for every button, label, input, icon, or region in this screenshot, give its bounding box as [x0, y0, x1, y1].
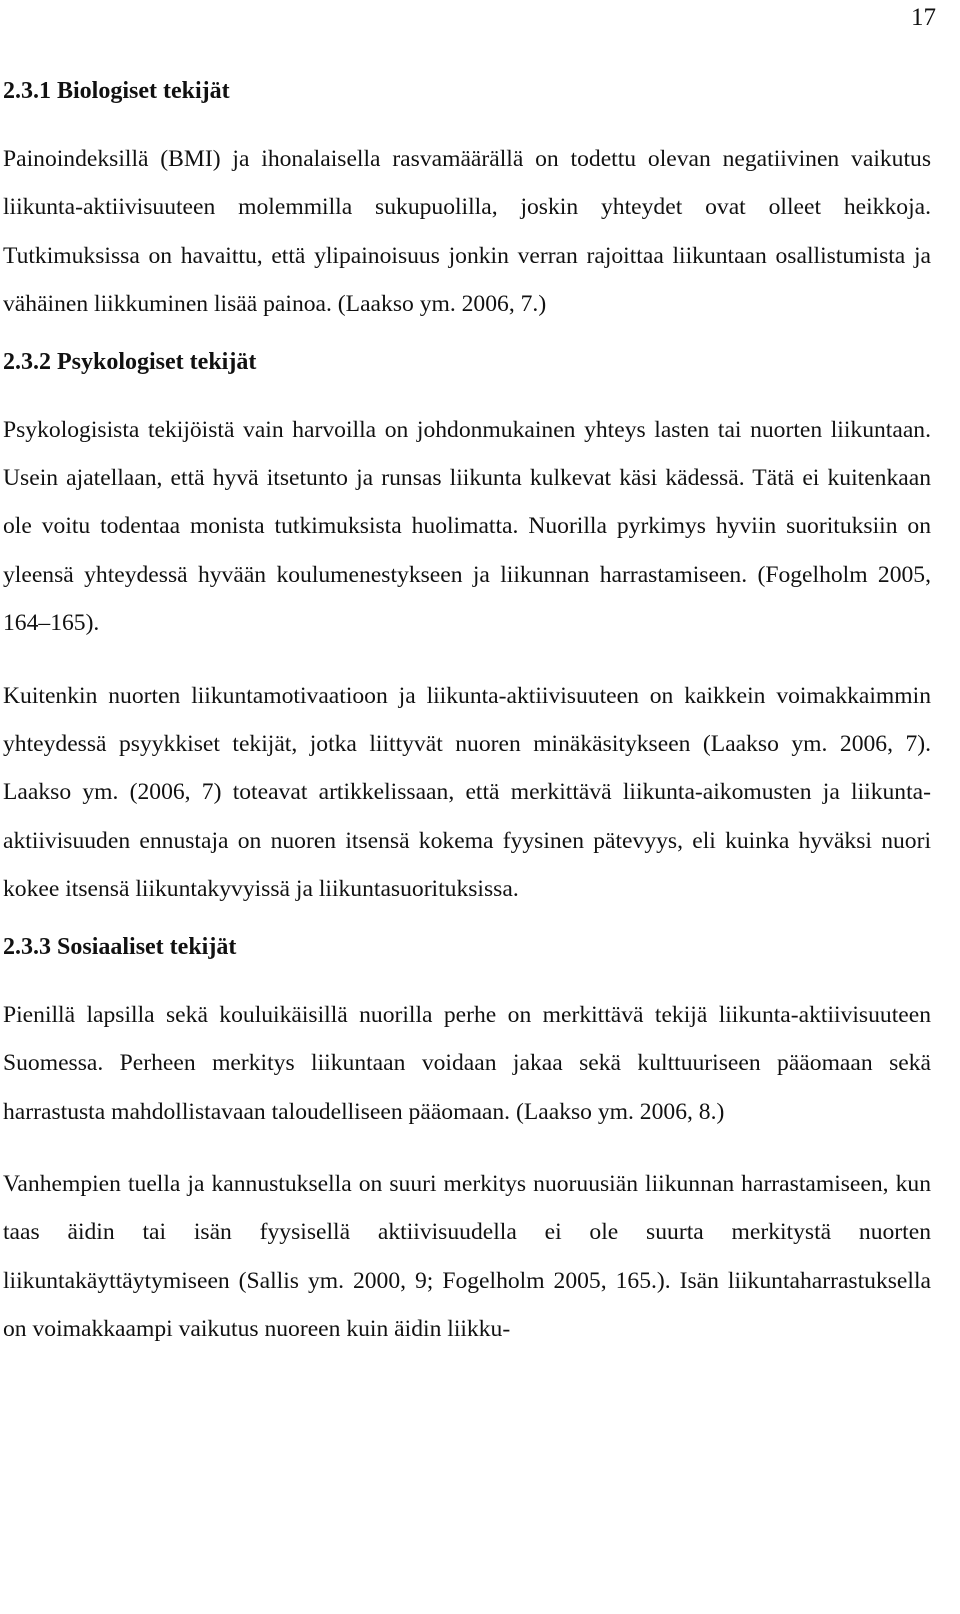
paragraph-psykologiset-1: Psykologisista tekijöistä vain harvoilla on johdonmukainen yhteys lasten tai nuorten liikuntaan. Usein ajatellaan, että hyvä itsetunto ja runsas liikunta kulkevat käsi kädessä. Tätä ei kuitenkaan ole voitu todentaa monista tutkimuksista huolimatta. Nuorilla pyrkimys hyviin suorituksiin on yleensä yhteydessä hyvään koulumenestykseen ja liikunnan harrastamiseen. (Fogelholm 2005, 164–165).	[3, 416, 931, 637]
document-body	[3, 74, 931, 1354]
paragraph-biologiset: Painoindeksillä (BMI) ja ihonalaisella rasvamäärällä on todettu olevan negatiivinen vaikutus liikunta-aktiivisuuteen molemmilla sukupuolilla, joskin yhteydet ovat olleet heikkoja. Tutkimuksissa on havaittu, että ylipainoisuus jonkin verran rajoittaa liikuntaan osallistumista ja vähäinen liikkuminen lisää painoa. (Laakso ym. 2006, 7.)	[3, 146, 931, 318]
section-heading-sosiaaliset: 2.3.3 Sosiaaliset tekijät	[3, 933, 237, 960]
page-number: 17	[911, 4, 936, 31]
section-heading-psykologiset: 2.3.2 Psykologiset tekijät	[3, 348, 257, 375]
paragraph-sosiaaliset-1: Pienillä lapsilla sekä kouluikäisillä nuorilla perhe on merkittävä tekijä liikunta-aktiivisuuteen Suomessa. Perheen merkitys liikuntaan voidaan jakaa sekä kulttuuriseen pääomaan sekä harrastusta mahdollistavaan taloudelliseen pääomaan. (Laakso ym. 2006, 8.)	[3, 1001, 931, 1125]
paragraph-psykologiset-2: Kuitenkin nuorten liikuntamotivaatioon ja liikunta-aktiivisuuteen on kaikkein voimakkaimmin yhteydessä psyykkiset tekijät, jotka liittyvät nuoren minäkäsitykseen (Laakso ym. 2006, 7). Laakso ym. (2006, 7) toteavat artikkelissaan, että merkittävä liikunta-aikomusten ja liikunta-aktiivisuuden ennustaja on nuoren itsensä kokema fyysinen pätevyys, eli kuinka hyväksi nuori kokee itsensä liikuntakyvyissä ja liikuntasuorituksissa.	[3, 682, 931, 903]
section-heading-biologiset: 2.3.1 Biologiset tekijät	[3, 78, 230, 104]
paragraph-sosiaaliset-2: Vanhempien tuella ja kannustuksella on suuri merkitys nuoruusiän liikunnan harrastamiseen, kun taas äidin tai isän fyysisellä aktiivisuudella ei ole suurta merkitystä nuorten liikuntakäyttäytymiseen (Sallis ym. 2000, 9; Fogelholm 2005, 165.). Isän liikuntaharrastuksella on voimakkaampi vaikutus nuoreen kuin äidin liikku-	[3, 1170, 931, 1343]
